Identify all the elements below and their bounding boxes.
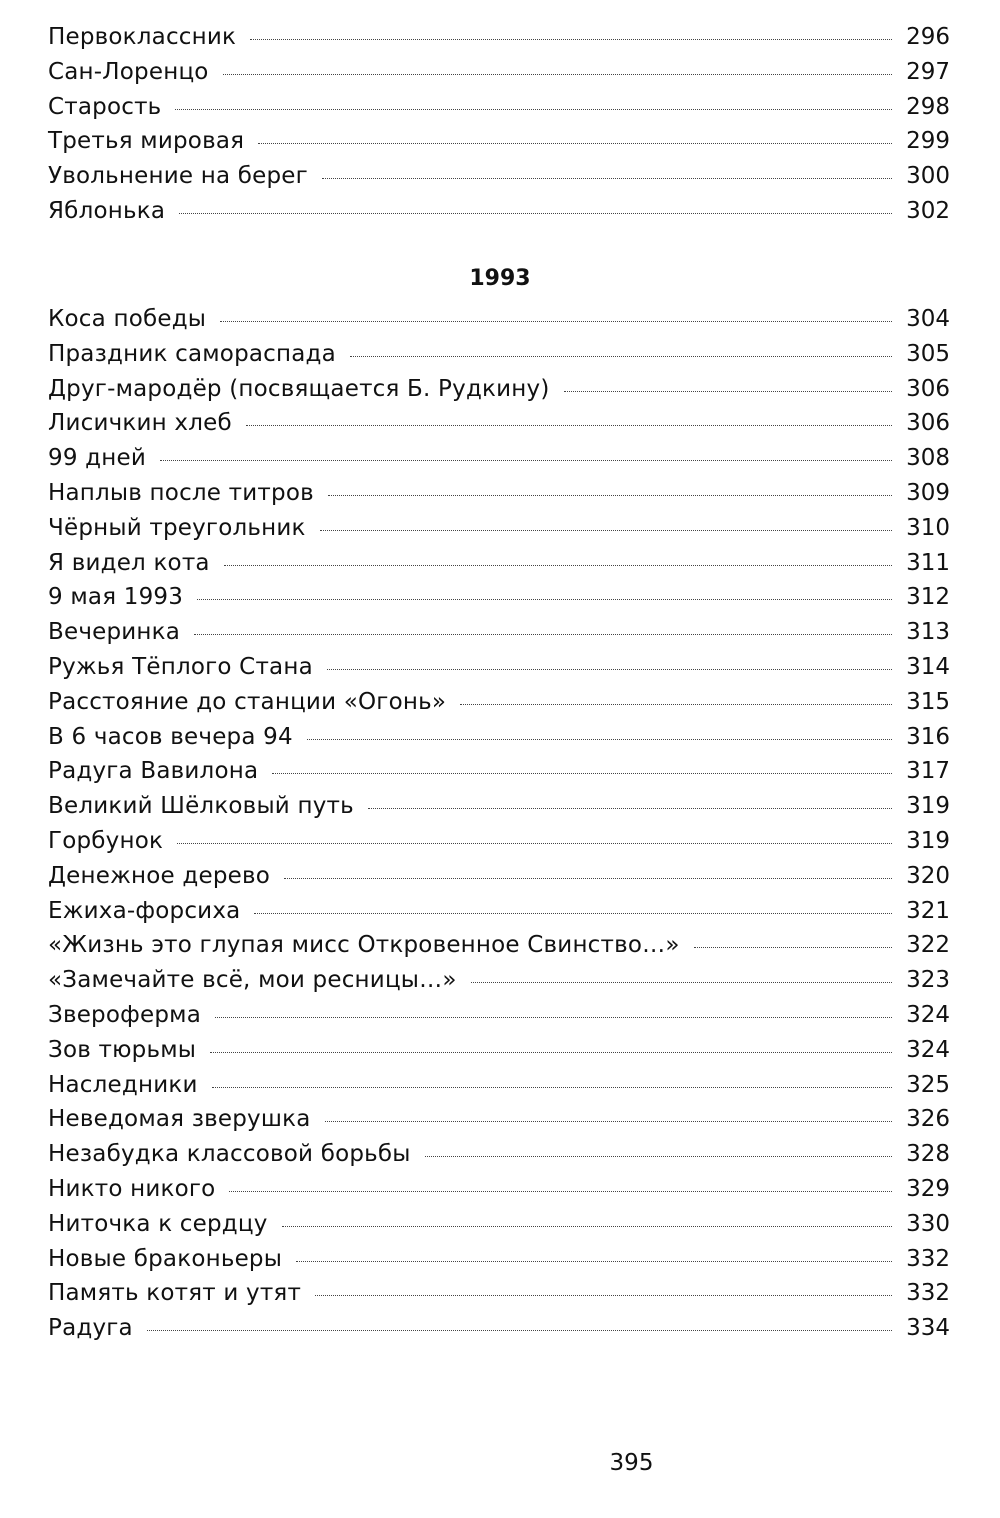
- dot-leader: [694, 947, 892, 948]
- toc-entry-title: Праздник самораспада: [48, 340, 336, 367]
- toc-entry: [48, 406, 950, 441]
- toc-entry-title: Наплыв после титров: [48, 479, 314, 506]
- toc-entry: [48, 90, 950, 125]
- toc-entry: [48, 859, 950, 894]
- page-number: 395: [609, 1450, 654, 1476]
- toc-entry-page: 298: [906, 93, 950, 120]
- toc-entry: [48, 789, 950, 824]
- toc-entry-title: Коса победы: [48, 306, 207, 332]
- dot-leader: [250, 39, 892, 40]
- dot-leader: [175, 109, 892, 110]
- dot-leader: [258, 143, 892, 144]
- toc-entry-title: Расстояние до станции «Огонь»: [48, 688, 447, 715]
- toc-entry: [48, 302, 950, 337]
- toc-entry-page: 328: [906, 1141, 950, 1168]
- toc-entry: [48, 580, 950, 615]
- toc-entry-page: 320: [906, 862, 950, 889]
- toc-list-1993: [48, 302, 950, 1346]
- toc-entry-page: 312: [906, 584, 950, 611]
- dot-leader: [210, 1052, 892, 1053]
- dot-leader: [282, 1226, 892, 1227]
- toc-entry: [48, 685, 950, 720]
- section-year-heading: 1993: [469, 266, 531, 291]
- toc-entry-title: Первоклассник: [48, 24, 237, 50]
- toc-entry: [48, 998, 950, 1033]
- toc-entry-page: 334: [906, 1315, 950, 1342]
- toc-entry-title: Сан-Лоренцо: [48, 58, 209, 85]
- toc-entry: [48, 720, 950, 755]
- toc-entry: [48, 1242, 950, 1277]
- toc-entry-page: 300: [906, 163, 950, 190]
- toc-entry-page: 304: [906, 306, 950, 332]
- toc-entry-page: 324: [906, 1001, 950, 1028]
- toc-entry: [48, 824, 950, 859]
- dot-leader: [272, 773, 892, 774]
- toc-entry-page: 317: [906, 758, 950, 785]
- toc-entry-page: 323: [906, 967, 950, 994]
- dot-leader: [564, 391, 892, 392]
- toc-entry-page: 322: [906, 932, 950, 959]
- toc-entry: [48, 372, 950, 407]
- toc-entry-title: Новые браконьеры: [48, 1245, 283, 1272]
- toc-entry-title: Денежное дерево: [48, 862, 271, 889]
- toc-entry: [48, 159, 950, 194]
- dot-leader: [254, 913, 892, 914]
- toc-entry-title: Горбунок: [48, 827, 164, 854]
- toc-entry: [48, 615, 950, 650]
- toc-entry: [48, 928, 950, 963]
- toc-entry-title: Наследники: [48, 1071, 198, 1098]
- toc-entry-title: Ежиха-форсиха: [48, 897, 241, 924]
- toc-entry: [48, 337, 950, 372]
- toc-entry: [48, 1276, 950, 1311]
- toc-entry-title: Незабудка классовой борьбы: [48, 1141, 411, 1168]
- toc-entry-page: 299: [906, 128, 950, 155]
- dot-leader: [212, 1087, 892, 1088]
- toc-list-continued: [48, 20, 950, 229]
- dot-leader: [224, 565, 892, 566]
- dot-leader: [194, 634, 892, 635]
- toc-entry: [48, 1207, 950, 1242]
- toc-entry-title: Чёрный треугольник: [48, 514, 306, 541]
- toc-entry-page: 314: [906, 653, 950, 680]
- dot-leader: [147, 1330, 892, 1331]
- toc-entry-page: 309: [906, 479, 950, 506]
- toc-entry-title: В 6 часов вечера 94: [48, 723, 293, 750]
- toc-entry: [48, 55, 950, 90]
- toc-entry-title: Великий Шёлковый путь: [48, 793, 354, 820]
- dot-leader: [325, 1121, 893, 1122]
- toc-entry-title: Радуга: [48, 1315, 133, 1342]
- toc-entry-title: Память котят и утят: [48, 1280, 302, 1307]
- toc-entry-page: 319: [906, 827, 950, 854]
- dot-leader: [179, 213, 892, 214]
- toc-entry: [48, 1033, 950, 1068]
- toc-entry: [48, 546, 950, 581]
- toc-entry-title: Друг-мародёр (посвящается Б. Рудкину): [48, 375, 550, 402]
- toc-entry-page: 308: [906, 445, 950, 472]
- toc-entry-page: 326: [906, 1106, 950, 1133]
- dot-leader: [296, 1261, 892, 1262]
- dot-leader: [246, 425, 892, 426]
- dot-leader: [315, 1295, 892, 1296]
- toc-entry-page: 311: [906, 549, 950, 576]
- toc-entry-page: 329: [906, 1175, 950, 1202]
- toc-entry-page: 306: [906, 375, 950, 402]
- toc-entry-page: 316: [906, 723, 950, 750]
- toc-entry-page: 313: [906, 619, 950, 646]
- toc-entry-title: Радуга Вавилона: [48, 758, 259, 785]
- dot-leader: [425, 1156, 892, 1157]
- toc-entry-title: 9 мая 1993: [48, 584, 184, 611]
- toc-entry-title: Третья мировая: [48, 128, 245, 155]
- toc-entry-page: 305: [906, 340, 950, 367]
- toc-entry-title: Я видел кота: [48, 549, 210, 576]
- toc-entry-page: 325: [906, 1071, 950, 1098]
- toc-entry-page: 319: [906, 793, 950, 820]
- toc-entry: [48, 1137, 950, 1172]
- toc-entry-title: Никто никого: [48, 1175, 216, 1202]
- toc-entry-title: «Замечайте всё, мои ресницы…»: [48, 967, 457, 994]
- dot-leader: [368, 808, 892, 809]
- toc-entry: [48, 754, 950, 789]
- dot-leader: [197, 599, 892, 600]
- toc-entry-page: 297: [906, 58, 950, 85]
- dot-leader: [223, 74, 892, 75]
- dot-leader: [220, 321, 892, 322]
- toc-entry: [48, 894, 950, 929]
- toc-entry: [48, 194, 950, 229]
- toc-entry-title: 99 дней: [48, 445, 147, 472]
- toc-entry-page: 306: [906, 410, 950, 437]
- toc-entry-page: 332: [906, 1280, 950, 1307]
- toc-entry: [48, 650, 950, 685]
- dot-leader: [307, 739, 892, 740]
- toc-entry: [48, 1068, 950, 1103]
- toc-entry-title: Яблонька: [48, 197, 166, 224]
- toc-entry-title: Зов тюрьмы: [48, 1036, 197, 1063]
- toc-entry-page: 324: [906, 1036, 950, 1063]
- toc-entry-title: Увольнение на берег: [48, 163, 308, 190]
- toc-entry-page: 310: [906, 514, 950, 541]
- toc-entry-title: Ружья Тёплого Стана: [48, 653, 313, 680]
- toc-entry: [48, 511, 950, 546]
- toc-entry-title: Неведомая зверушка: [48, 1106, 311, 1133]
- dot-leader: [177, 843, 892, 844]
- toc-entry: [48, 963, 950, 998]
- toc-entry: [48, 476, 950, 511]
- toc-entry-page: 332: [906, 1245, 950, 1272]
- dot-leader: [328, 495, 892, 496]
- dot-leader: [350, 356, 892, 357]
- dot-leader: [322, 178, 892, 179]
- toc-entry-title: Старость: [48, 93, 162, 120]
- toc-entry-title: Ниточка к сердцу: [48, 1210, 268, 1237]
- toc-entry: [48, 441, 950, 476]
- toc-entry-page: 296: [906, 24, 950, 50]
- toc-entry-page: 315: [906, 688, 950, 715]
- toc-entry-title: Лисичкин хлеб: [48, 410, 232, 437]
- toc-entry-title: Вечеринка: [48, 619, 181, 646]
- dot-leader: [460, 704, 892, 705]
- dot-leader: [284, 878, 892, 879]
- dot-leader: [320, 530, 892, 531]
- dot-leader: [229, 1191, 892, 1192]
- toc-entry: [48, 1172, 950, 1207]
- dot-leader: [215, 1017, 892, 1018]
- dot-leader: [471, 982, 892, 983]
- toc-entry: [48, 124, 950, 159]
- toc-entry-page: 302: [906, 197, 950, 224]
- toc-entry-title: «Жизнь это глупая мисс Откровенное Свинство…»: [48, 932, 680, 959]
- dot-leader: [327, 669, 892, 670]
- dot-leader: [160, 460, 892, 461]
- toc-entry-page: 330: [906, 1210, 950, 1237]
- toc-entry-page: 321: [906, 897, 950, 924]
- toc-entry: [48, 1311, 950, 1346]
- toc-entry-title: Звероферма: [48, 1001, 201, 1028]
- toc-entry: [48, 1102, 950, 1137]
- toc-entry: [48, 20, 950, 55]
